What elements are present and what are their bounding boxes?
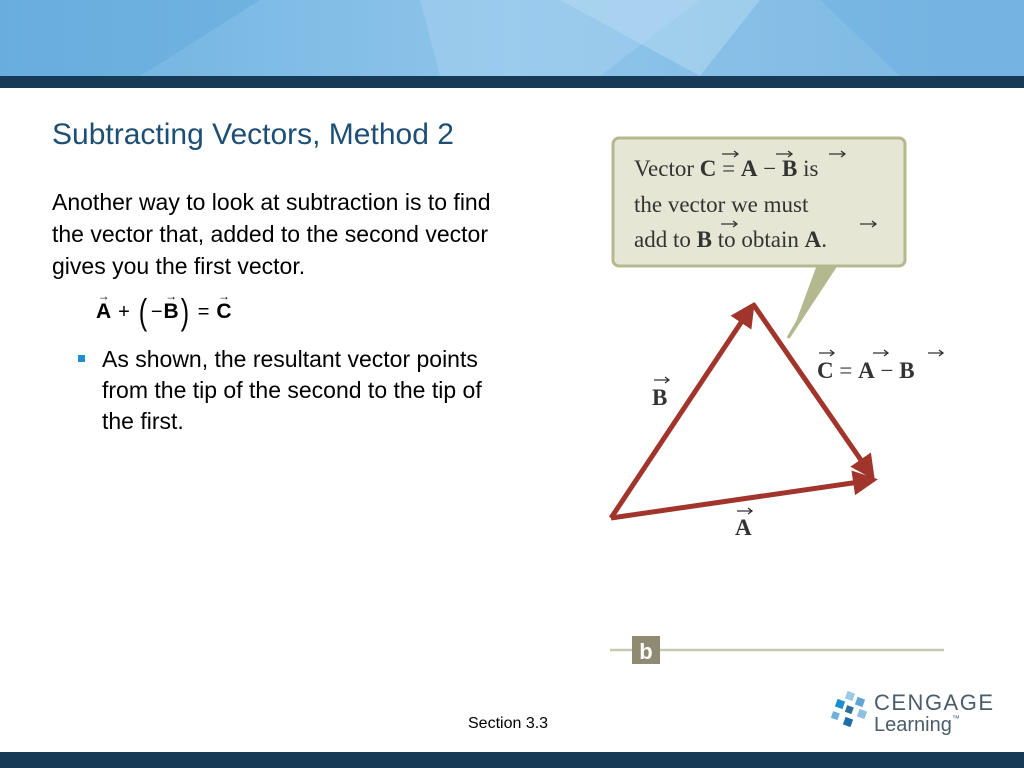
label-c-arrow-icons xyxy=(819,350,943,356)
body-paragraph: Another way to look at subtraction is to find the vector that, added to the second vector gives you the first vector. xyxy=(52,189,491,279)
equation-open-paren: ( xyxy=(138,291,148,332)
label-b xyxy=(652,377,669,410)
equation-equals: = xyxy=(197,300,210,323)
vector-b-arrow xyxy=(611,306,752,518)
vector-triangle xyxy=(611,304,873,518)
callout-line-3: add to B to obtain A. xyxy=(634,227,827,252)
equation-close-paren: ) xyxy=(180,291,189,332)
label-b-arrow-icon xyxy=(654,377,669,383)
label-c-expression-text: C = A − B xyxy=(817,358,915,383)
section-footer: Section 3.3 xyxy=(468,715,549,732)
equation-minus: − xyxy=(150,300,163,323)
vector-subtraction-figure xyxy=(600,130,960,670)
cengage-logo-line2 xyxy=(874,714,960,737)
panel-tag-label: b xyxy=(639,639,653,664)
vector-c-arrow xyxy=(753,304,872,476)
callout-box xyxy=(613,138,905,338)
callout-line-1: Vector C = A − B is xyxy=(634,156,819,181)
banner-graphic xyxy=(0,0,1024,88)
bullet-square-icon xyxy=(78,355,85,362)
bottom-bar xyxy=(0,752,1024,768)
label-c-expression xyxy=(817,350,943,383)
equation-vector-c: → C xyxy=(216,300,231,324)
cengage-logo-line1: CENGAGE xyxy=(874,690,995,715)
bullet-text: As shown, the resultant vector points from the tip of the second to the tip of the first. xyxy=(102,346,482,434)
label-a xyxy=(735,508,752,540)
label-b-text: B xyxy=(652,385,668,410)
callout-pointer xyxy=(790,262,840,338)
callout-leader-line xyxy=(788,266,830,338)
equation-plus: + xyxy=(118,300,130,323)
equation-vector-b: → B xyxy=(164,300,179,324)
cengage-logo-tm: ™ xyxy=(951,714,960,723)
top-banner xyxy=(0,0,1024,88)
callout-line-2: the vector we must xyxy=(634,192,809,217)
vector-a-arrow xyxy=(611,480,873,518)
equation-vector-a: → A xyxy=(96,300,111,324)
cengage-logo-word: Learning xyxy=(874,714,952,736)
slide-title: Subtracting Vectors, Method 2 xyxy=(52,118,454,151)
vector-equation xyxy=(96,290,232,334)
label-a-arrow-icon xyxy=(737,508,752,514)
label-a-text: A xyxy=(735,515,752,540)
cengage-logo-icon xyxy=(830,690,870,734)
cengage-logo xyxy=(830,688,995,740)
